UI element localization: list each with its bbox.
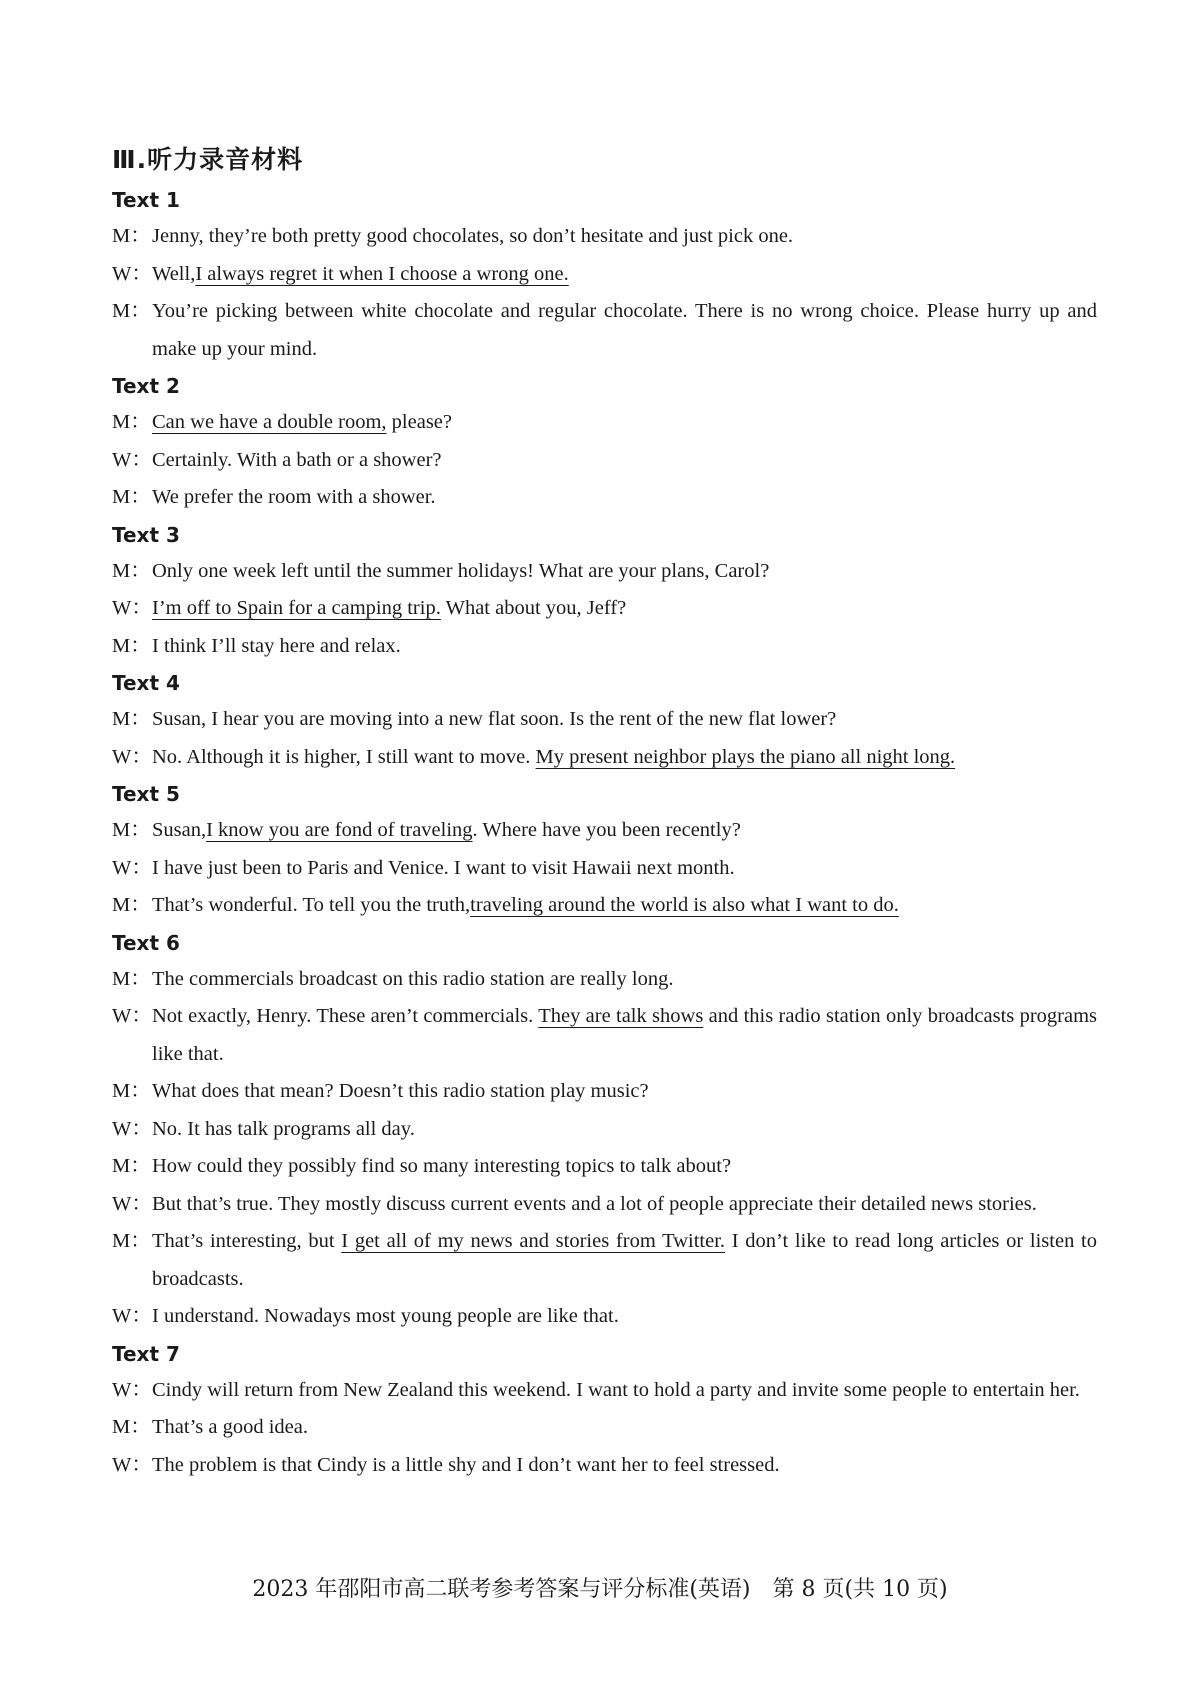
text-block xyxy=(112,1336,1097,1485)
dialogue-line xyxy=(112,850,1097,888)
dialogue-line xyxy=(112,1223,1097,1298)
speaker-label: M： xyxy=(112,819,151,841)
section-heading: Ⅲ.听力录音材料 xyxy=(112,145,304,174)
speaker-label: M： xyxy=(112,1080,151,1102)
dialogue-text: Certainly. With a bath or a shower? xyxy=(152,448,442,471)
speaker-label: W： xyxy=(112,262,152,285)
dialogue-text: I have just been to Paris and Venice. I want to visit Hawaii next month. xyxy=(152,856,735,879)
text-title: Text 4 xyxy=(112,671,180,695)
speaker-label: M： xyxy=(112,1155,151,1177)
dialogue-line xyxy=(112,442,1097,480)
speaker-label: W： xyxy=(112,597,152,619)
text-block xyxy=(112,665,1097,776)
dialogue-text: That’s interesting, but xyxy=(152,1230,342,1252)
speaker-label: W： xyxy=(112,1305,152,1327)
dialogue-line xyxy=(112,628,1097,666)
dialogue-line xyxy=(112,590,1097,628)
dialogue-text: Jenny, they’re both pretty good chocolates, so don’t hesitate and just pick one. xyxy=(152,225,794,247)
dialogue-line xyxy=(112,998,1097,1073)
dialogue-text: and this radio station only broadcasts programs like that. xyxy=(152,1005,1097,1065)
dialogue-line xyxy=(112,1372,1097,1410)
text-title: Text 5 xyxy=(112,782,180,806)
underlined-answer-text: I get all of my news and stories from Twitter. xyxy=(341,1230,726,1252)
dialogue-text: How could they possibly find so many interesting topics to talk about? xyxy=(152,1155,732,1177)
dialogue-text: The commercials broadcast on this radio station are really long. xyxy=(152,967,674,990)
dialogue-text: No. It has talk programs all day. xyxy=(152,1117,415,1140)
underlined-answer-text: traveling around the world is also what I want to do. xyxy=(470,894,899,916)
dialogue-text: I don’t like to read long articles or listen to broadcasts. xyxy=(152,1230,1097,1290)
dialogue-line xyxy=(112,479,1097,517)
speaker-label: M： xyxy=(112,225,151,247)
transcript-texts xyxy=(112,182,1097,1484)
dialogue-line xyxy=(112,812,1097,850)
text-title: Text 3 xyxy=(112,522,180,547)
dialogue-line xyxy=(112,1298,1097,1336)
speaker-label: W： xyxy=(112,1378,152,1401)
speaker-label: W： xyxy=(112,448,152,471)
dialogue-line xyxy=(112,739,1097,777)
underlined-answer-text: They are talk shows xyxy=(538,1005,704,1027)
dialogue-text: That’s a good idea. xyxy=(152,1416,308,1438)
speaker-label: M： xyxy=(112,634,151,657)
text-block xyxy=(112,517,1097,666)
underlined-answer-text: I always regret it when I choose a wrong one. xyxy=(195,262,569,285)
dialogue-text: What about you, Jeff? xyxy=(440,597,627,619)
speaker-label: W： xyxy=(112,1453,152,1476)
underlined-answer-text: Can we have a double room, xyxy=(152,411,387,433)
listening-transcript xyxy=(112,140,1097,1484)
dialogue-text: We prefer the room with a shower. xyxy=(152,486,436,508)
dialogue-line xyxy=(112,1111,1097,1149)
dialogue-line xyxy=(112,1148,1097,1186)
dialogue-line xyxy=(112,256,1097,294)
text-title: Text 1 xyxy=(112,188,180,212)
speaker-label: M： xyxy=(112,486,151,508)
dialogue-text: Only one week left until the summer holidays! What are your plans, Carol? xyxy=(152,559,770,582)
dialogue-text: Susan, I hear you are moving into a new flat soon. Is the rent of the new flat lower? xyxy=(152,708,837,730)
speaker-label: M： xyxy=(112,967,151,990)
speaker-label: M： xyxy=(112,300,151,322)
dialogue-line xyxy=(112,1409,1097,1447)
page-footer: 2023 年邵阳市高二联考参考答案与评分标准(英语) 第 8 页(共 10 页) xyxy=(252,1577,948,1602)
dialogue-text: But that’s true. They mostly discuss current events and a lot of people appreciate their detailed news stories. xyxy=(152,1192,1037,1215)
text-title: Text 7 xyxy=(112,1341,180,1366)
dialogue-text: What does that mean? Doesn’t this radio station play music? xyxy=(152,1080,649,1102)
dialogue-text: That’s wonderful. To tell you the truth, xyxy=(152,894,471,916)
dialogue-line xyxy=(112,218,1097,256)
speaker-label: W： xyxy=(112,1192,152,1215)
dialogue-line xyxy=(112,553,1097,591)
dialogue-text: . Where have you been recently? xyxy=(472,819,741,841)
dialogue-text: Well, xyxy=(152,262,196,285)
speaker-label: M： xyxy=(112,411,151,433)
dialogue-text: Cindy will return from New Zealand this weekend. I want to hold a party and invite some people to entertain her. xyxy=(152,1378,1080,1401)
underlined-answer-text: I know you are fond of traveling xyxy=(206,819,473,841)
underlined-answer-text: I’m off to Spain for a camping trip. xyxy=(152,597,441,619)
speaker-label: M： xyxy=(112,1230,151,1252)
dialogue-line xyxy=(112,701,1097,739)
dialogue-line xyxy=(112,1186,1097,1224)
text-title: Text 2 xyxy=(112,374,180,398)
dialogue-line xyxy=(112,887,1097,925)
speaker-label: W： xyxy=(112,856,152,879)
dialogue-text: No. Although it is higher, I still want to move. xyxy=(152,745,536,768)
speaker-label: M： xyxy=(112,894,151,916)
speaker-label: M： xyxy=(112,708,151,730)
speaker-label: M： xyxy=(112,559,151,582)
text-block xyxy=(112,925,1097,1336)
dialogue-line xyxy=(112,1073,1097,1111)
text-block xyxy=(112,776,1097,925)
dialogue-line xyxy=(112,293,1097,368)
dialogue-text: The problem is that Cindy is a little shy and I don’t want her to feel stressed. xyxy=(152,1453,780,1476)
dialogue-text: Susan, xyxy=(152,819,207,841)
speaker-label: M： xyxy=(112,1416,151,1438)
dialogue-line xyxy=(112,1447,1097,1485)
dialogue-line xyxy=(112,404,1097,442)
dialogue-text: Not exactly, Henry. These aren’t commercials. xyxy=(152,1005,539,1027)
speaker-label: W： xyxy=(112,745,152,768)
dialogue-text: You’re picking between white chocolate and regular chocolate. There is no wrong choice. Please hurry up and make up your mind. xyxy=(152,300,1097,360)
dialogue-text: please? xyxy=(386,411,452,433)
text-title: Text 6 xyxy=(112,930,180,955)
underlined-answer-text: My present neighbor plays the piano all night long. xyxy=(535,745,956,768)
dialogue-line xyxy=(112,961,1097,999)
text-block xyxy=(112,368,1097,517)
text-block xyxy=(112,182,1097,368)
speaker-label: W： xyxy=(112,1005,152,1027)
dialogue-text: I think I’ll stay here and relax. xyxy=(152,634,401,657)
dialogue-text: I understand. Nowadays most young people are like that. xyxy=(152,1305,619,1327)
speaker-label: W： xyxy=(112,1117,152,1140)
